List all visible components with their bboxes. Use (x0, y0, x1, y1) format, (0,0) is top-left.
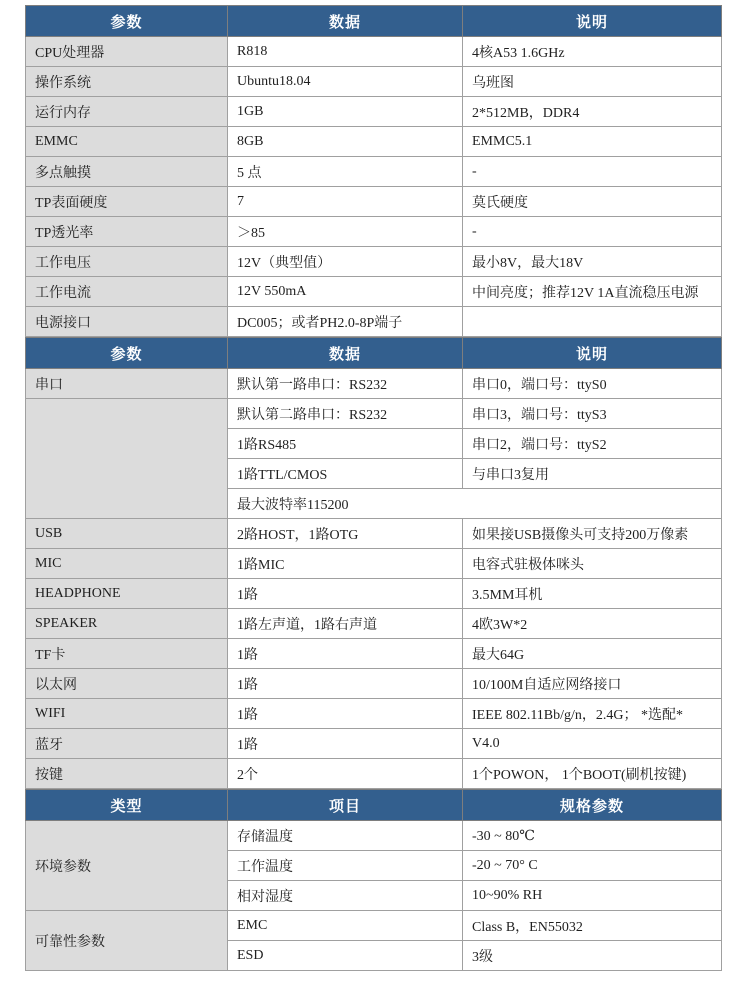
value-cell: - (463, 157, 722, 187)
column-header-param: 参数 (26, 338, 228, 369)
spec-table-interfaces (25, 337, 722, 789)
param-label-cell: CPU处理器 (26, 37, 228, 67)
header-row (26, 790, 722, 821)
param-label-cell: 可靠性参数 (26, 911, 228, 971)
param-label-cell: USB (26, 519, 228, 549)
param-label-cell: EMMC (26, 127, 228, 157)
value-cell: 最大波特率115200 (228, 489, 722, 519)
column-header-param: 参数 (26, 6, 228, 37)
table-row (26, 217, 722, 247)
param-label-cell: 以太网 (26, 669, 228, 699)
value-cell: 1路 (228, 729, 463, 759)
param-label-cell: 环境参数 (26, 821, 228, 911)
param-label-cell: TP透光率 (26, 217, 228, 247)
table-row (26, 579, 722, 609)
column-header-spec: 规格参数 (463, 790, 722, 821)
value-cell: -30 ~ 80℃ (463, 821, 722, 851)
table-row (26, 127, 722, 157)
value-cell: 电容式驻极体咪头 (463, 549, 722, 579)
value-cell: 1路 (228, 639, 463, 669)
param-label-cell: MIC (26, 549, 228, 579)
value-cell: 8GB (228, 127, 463, 157)
value-cell: 4欧3W*2 (463, 609, 722, 639)
table-stack (25, 5, 721, 971)
table-row (26, 669, 722, 699)
value-cell: 1个POWON， 1个BOOT(刷机按键) (463, 759, 722, 789)
value-cell: 1GB (228, 97, 463, 127)
value-cell: 5 点 (228, 157, 463, 187)
value-cell: DC005；或者PH2.0-8P端子 (228, 307, 463, 337)
table-row (26, 821, 722, 851)
table-row (26, 759, 722, 789)
value-cell: 2个 (228, 759, 463, 789)
param-label-cell: SPEAKER (26, 609, 228, 639)
param-label-cell (26, 399, 228, 519)
table-row (26, 97, 722, 127)
param-label-cell: 工作电压 (26, 247, 228, 277)
header-row (26, 6, 722, 37)
value-cell: 1路TTL/CMOS (228, 459, 463, 489)
value-cell: 7 (228, 187, 463, 217)
value-cell: 串口3，端口号：ttyS3 (463, 399, 722, 429)
column-header-item: 项目 (228, 790, 463, 821)
table-row (26, 369, 722, 399)
value-cell: R818 (228, 37, 463, 67)
value-cell: 如果接USB摄像头可支持200万像素 (463, 519, 722, 549)
table-row (26, 67, 722, 97)
param-label-cell: WIFI (26, 699, 228, 729)
table-row (26, 307, 722, 337)
value-cell: 中间亮度；推荐12V 1A直流稳压电源 (463, 277, 722, 307)
value-cell: ESD (228, 941, 463, 971)
value-cell: Ubuntu18.04 (228, 67, 463, 97)
value-cell: 存储温度 (228, 821, 463, 851)
value-cell: -20 ~ 70° C (463, 851, 722, 881)
table-body (26, 369, 722, 789)
value-cell: EMC (228, 911, 463, 941)
table-row (26, 157, 722, 187)
value-cell: 乌班图 (463, 67, 722, 97)
table-row (26, 519, 722, 549)
table-row (26, 729, 722, 759)
value-cell: 3级 (463, 941, 722, 971)
value-cell: 1路 (228, 669, 463, 699)
value-cell: 默认第一路串口：RS232 (228, 369, 463, 399)
spec-table-basic (25, 5, 722, 337)
value-cell: V4.0 (463, 729, 722, 759)
table-row (26, 699, 722, 729)
value-cell: 1路 (228, 699, 463, 729)
param-label-cell: 工作电流 (26, 277, 228, 307)
value-cell: Class B，EN55032 (463, 911, 722, 941)
value-cell: 串口2，端口号：ttyS2 (463, 429, 722, 459)
param-label-cell: TP表面硬度 (26, 187, 228, 217)
value-cell: 10/100M自适应网络接口 (463, 669, 722, 699)
table-row (26, 609, 722, 639)
table-row (26, 247, 722, 277)
param-label-cell: 电源接口 (26, 307, 228, 337)
param-label-cell: 串口 (26, 369, 228, 399)
value-cell: 2路HOST，1路OTG (228, 519, 463, 549)
param-label-cell: HEADPHONE (26, 579, 228, 609)
table-row (26, 399, 722, 429)
value-cell: 1路左声道，1路右声道 (228, 609, 463, 639)
param-label-cell: 运行内存 (26, 97, 228, 127)
column-header-data: 数据 (228, 338, 463, 369)
value-cell: 1路RS485 (228, 429, 463, 459)
param-label-cell: 按键 (26, 759, 228, 789)
spec-table-environment (25, 789, 722, 971)
table-row (26, 549, 722, 579)
value-cell: 与串口3复用 (463, 459, 722, 489)
column-header-desc: 说明 (463, 6, 722, 37)
value-cell: 1路 (228, 579, 463, 609)
value-cell: 相对湿度 (228, 881, 463, 911)
value-cell: 4核A53 1.6GHz (463, 37, 722, 67)
value-cell: ＞85 (228, 217, 463, 247)
value-cell: 3.5MM耳机 (463, 579, 722, 609)
value-cell: 12V 550mA (228, 277, 463, 307)
value-cell: 莫氏硬度 (463, 187, 722, 217)
value-cell: 2*512MB，DDR4 (463, 97, 722, 127)
header-row (26, 338, 722, 369)
value-cell (463, 307, 722, 337)
table-row (26, 911, 722, 941)
value-cell: 最大64G (463, 639, 722, 669)
value-cell: IEEE 802.11Bb/g/n，2.4G； *选配* (463, 699, 722, 729)
value-cell: 最小8V，最大18V (463, 247, 722, 277)
param-label-cell: TF卡 (26, 639, 228, 669)
table-row (26, 277, 722, 307)
param-label-cell: 蓝牙 (26, 729, 228, 759)
table-body (26, 37, 722, 337)
table-row (26, 639, 722, 669)
value-cell: 默认第二路串口：RS232 (228, 399, 463, 429)
column-header-data: 数据 (228, 6, 463, 37)
table-body (26, 821, 722, 971)
value-cell: 串口0，端口号：ttyS0 (463, 369, 722, 399)
column-header-type: 类型 (26, 790, 228, 821)
value-cell: 12V（典型值） (228, 247, 463, 277)
param-label-cell: 操作系统 (26, 67, 228, 97)
column-header-desc: 说明 (463, 338, 722, 369)
table-row (26, 37, 722, 67)
table-row (26, 187, 722, 217)
value-cell: EMMC5.1 (463, 127, 722, 157)
value-cell: - (463, 217, 722, 247)
value-cell: 10~90% RH (463, 881, 722, 911)
param-label-cell: 多点触摸 (26, 157, 228, 187)
value-cell: 1路MIC (228, 549, 463, 579)
value-cell: 工作温度 (228, 851, 463, 881)
